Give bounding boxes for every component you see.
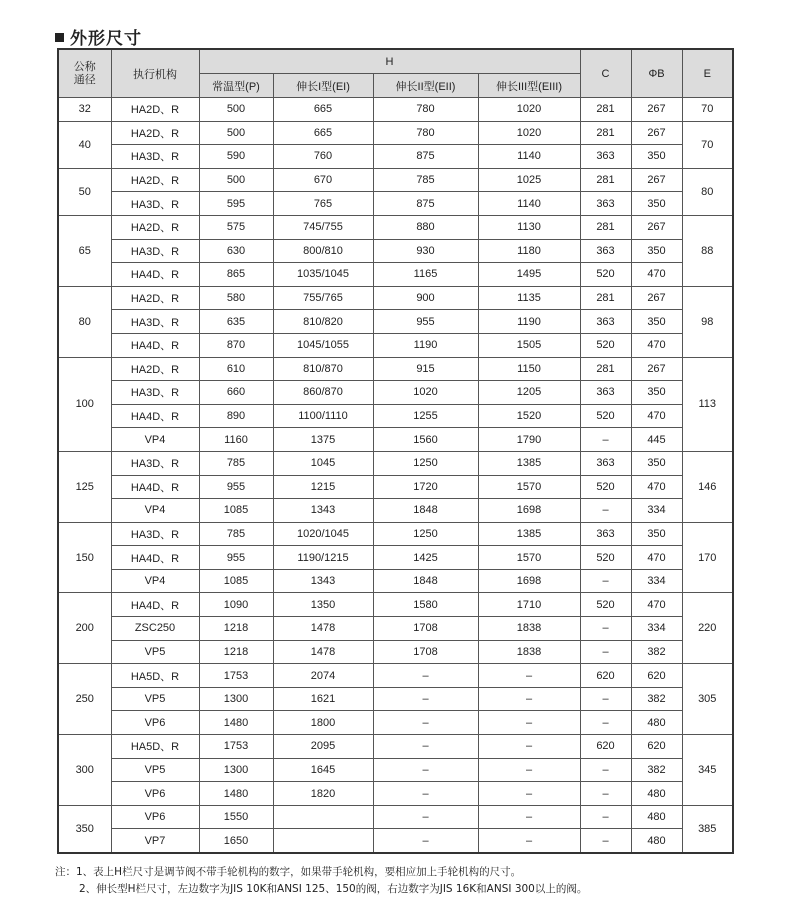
c-cell: –: [580, 617, 631, 641]
h-ext2-cell: 880: [373, 215, 478, 239]
h-ext1-cell: 1478: [273, 617, 373, 641]
h-ext2-cell: 1560: [373, 428, 478, 452]
h-normal-cell: 870: [199, 333, 273, 357]
table-row: [58, 805, 733, 829]
h-ext3-cell: –: [478, 664, 580, 688]
table-row: [58, 758, 733, 782]
actuator-cell: HA3D、R: [111, 239, 199, 263]
h-ext2-cell: 1165: [373, 263, 478, 287]
h-ext1-cell: 760: [273, 145, 373, 169]
h-normal-cell: 590: [199, 145, 273, 169]
table-row: [58, 475, 733, 499]
actuator-cell: HA2D、R: [111, 121, 199, 145]
nominal-diameter-cell: 125: [58, 451, 111, 522]
h-ext3-cell: 1570: [478, 475, 580, 499]
phi-b-cell: 267: [631, 357, 682, 381]
h-ext3-cell: –: [478, 758, 580, 782]
c-cell: –: [580, 805, 631, 829]
table-row: [58, 333, 733, 357]
c-cell: 363: [580, 522, 631, 546]
phi-b-cell: 350: [631, 522, 682, 546]
actuator-cell: HA2D、R: [111, 286, 199, 310]
h-ext1-cell: 765: [273, 192, 373, 216]
e-cell: 80: [682, 168, 733, 215]
h-ext1-cell: 1045: [273, 451, 373, 475]
header-h: H: [199, 49, 580, 74]
h-ext2-cell: –: [373, 664, 478, 688]
section-title: [55, 24, 142, 49]
c-cell: –: [580, 782, 631, 806]
h-ext3-cell: 1190: [478, 310, 580, 334]
h-normal-cell: 1300: [199, 758, 273, 782]
actuator-cell: HA3D、R: [111, 381, 199, 405]
h-ext3-cell: –: [478, 782, 580, 806]
phi-b-cell: 382: [631, 758, 682, 782]
h-ext2-cell: 1848: [373, 569, 478, 593]
c-cell: 520: [580, 475, 631, 499]
h-ext3-cell: 1570: [478, 546, 580, 570]
e-cell: 385: [682, 805, 733, 853]
h-normal-cell: 595: [199, 192, 273, 216]
actuator-cell: HA2D、R: [111, 168, 199, 192]
h-ext1-cell: 1343: [273, 499, 373, 523]
table-row: [58, 357, 733, 381]
nominal-diameter-cell: 80: [58, 286, 111, 357]
h-ext2-cell: 900: [373, 286, 478, 310]
h-normal-cell: 890: [199, 404, 273, 428]
phi-b-cell: 470: [631, 593, 682, 617]
c-cell: 281: [580, 168, 631, 192]
h-ext2-cell: 1190: [373, 333, 478, 357]
h-ext1-cell: 1375: [273, 428, 373, 452]
phi-b-cell: 350: [631, 192, 682, 216]
h-ext3-cell: 1130: [478, 215, 580, 239]
h-ext2-cell: 1020: [373, 381, 478, 405]
table-row: [58, 735, 733, 759]
h-normal-cell: 955: [199, 475, 273, 499]
nominal-diameter-cell: 150: [58, 522, 111, 593]
h-ext2-cell: 780: [373, 121, 478, 145]
h-ext3-cell: 1140: [478, 192, 580, 216]
h-ext2-cell: –: [373, 687, 478, 711]
h-ext1-cell: 800/810: [273, 239, 373, 263]
header-e: E: [682, 49, 733, 98]
h-ext3-cell: 1838: [478, 617, 580, 641]
h-ext2-cell: –: [373, 805, 478, 829]
h-normal-cell: 630: [199, 239, 273, 263]
nominal-diameter-cell: 50: [58, 168, 111, 215]
h-normal-cell: 1753: [199, 735, 273, 759]
c-cell: 363: [580, 310, 631, 334]
actuator-cell: VP5: [111, 687, 199, 711]
h-ext3-cell: 1150: [478, 357, 580, 381]
h-ext1-cell: 1350: [273, 593, 373, 617]
h-normal-cell: 1650: [199, 829, 273, 853]
actuator-cell: HA2D、R: [111, 215, 199, 239]
h-ext1-cell: 1020/1045: [273, 522, 373, 546]
table-row: [58, 121, 733, 145]
actuator-cell: HA3D、R: [111, 451, 199, 475]
h-ext3-cell: 1020: [478, 98, 580, 122]
phi-b-cell: 382: [631, 640, 682, 664]
phi-b-cell: 267: [631, 286, 682, 310]
c-cell: 363: [580, 381, 631, 405]
h-normal-cell: 1085: [199, 499, 273, 523]
h-ext2-cell: 930: [373, 239, 478, 263]
table-row: [58, 381, 733, 405]
header-h-ext1: 伸长I型(EI): [273, 74, 373, 98]
h-ext1-cell: 1621: [273, 687, 373, 711]
c-cell: –: [580, 499, 631, 523]
h-ext1-cell: 745/755: [273, 215, 373, 239]
h-normal-cell: 955: [199, 546, 273, 570]
actuator-cell: VP4: [111, 499, 199, 523]
c-cell: 620: [580, 735, 631, 759]
actuator-cell: HA5D、R: [111, 664, 199, 688]
c-cell: –: [580, 428, 631, 452]
phi-b-cell: 334: [631, 499, 682, 523]
h-normal-cell: 785: [199, 522, 273, 546]
phi-b-cell: 334: [631, 569, 682, 593]
h-ext1-cell: 1215: [273, 475, 373, 499]
h-ext3-cell: 1790: [478, 428, 580, 452]
h-ext3-cell: 1520: [478, 404, 580, 428]
e-cell: 220: [682, 593, 733, 664]
table-row: [58, 145, 733, 169]
h-ext2-cell: 1250: [373, 522, 478, 546]
c-cell: 363: [580, 145, 631, 169]
notes: [55, 864, 587, 898]
header-c: C: [580, 49, 631, 98]
table-row: [58, 593, 733, 617]
h-ext1-cell: 2095: [273, 735, 373, 759]
c-cell: 281: [580, 215, 631, 239]
phi-b-cell: 470: [631, 333, 682, 357]
table-row: [58, 569, 733, 593]
h-normal-cell: 610: [199, 357, 273, 381]
h-normal-cell: 500: [199, 98, 273, 122]
nominal-diameter-cell: 65: [58, 215, 111, 286]
h-normal-cell: 1085: [199, 569, 273, 593]
e-cell: 305: [682, 664, 733, 735]
h-ext1-cell: [273, 829, 373, 853]
h-ext1-cell: 1045/1055: [273, 333, 373, 357]
h-ext1-cell: 665: [273, 98, 373, 122]
c-cell: 363: [580, 192, 631, 216]
h-normal-cell: 635: [199, 310, 273, 334]
h-ext2-cell: –: [373, 735, 478, 759]
table-row: [58, 546, 733, 570]
table-row: [58, 829, 733, 853]
c-cell: –: [580, 829, 631, 853]
actuator-cell: HA4D、R: [111, 475, 199, 499]
c-cell: 520: [580, 333, 631, 357]
phi-b-cell: 470: [631, 546, 682, 570]
actuator-cell: VP6: [111, 782, 199, 806]
h-ext3-cell: 1180: [478, 239, 580, 263]
header-phi-b: ΦB: [631, 49, 682, 98]
c-cell: 520: [580, 593, 631, 617]
e-cell: 113: [682, 357, 733, 451]
actuator-cell: HA2D、R: [111, 357, 199, 381]
nominal-diameter-cell: 100: [58, 357, 111, 451]
actuator-cell: VP7: [111, 829, 199, 853]
h-ext3-cell: –: [478, 805, 580, 829]
h-normal-cell: 865: [199, 263, 273, 287]
c-cell: 281: [580, 357, 631, 381]
table-row: [58, 98, 733, 122]
actuator-cell: HA3D、R: [111, 522, 199, 546]
h-ext2-cell: 1255: [373, 404, 478, 428]
h-ext1-cell: 1820: [273, 782, 373, 806]
header-actuator: 执行机构: [111, 49, 199, 98]
table-row: [58, 428, 733, 452]
phi-b-cell: 350: [631, 239, 682, 263]
actuator-cell: HA4D、R: [111, 546, 199, 570]
table-row: [58, 168, 733, 192]
header-h-ext2: 伸长II型(EII): [373, 74, 478, 98]
c-cell: 281: [580, 121, 631, 145]
phi-b-cell: 334: [631, 617, 682, 641]
actuator-cell: HA4D、R: [111, 333, 199, 357]
phi-b-cell: 350: [631, 381, 682, 405]
section-title-text: 外形尺寸: [70, 29, 142, 49]
h-ext1-cell: 755/765: [273, 286, 373, 310]
actuator-cell: HA3D、R: [111, 192, 199, 216]
nominal-diameter-cell: 32: [58, 98, 111, 122]
e-cell: 98: [682, 286, 733, 357]
h-normal-cell: 1480: [199, 782, 273, 806]
actuator-cell: ZSC250: [111, 617, 199, 641]
h-ext1-cell: 810/820: [273, 310, 373, 334]
h-ext3-cell: 1385: [478, 451, 580, 475]
h-ext3-cell: –: [478, 829, 580, 853]
actuator-cell: HA4D、R: [111, 263, 199, 287]
table-row: [58, 640, 733, 664]
table-row: [58, 239, 733, 263]
c-cell: –: [580, 569, 631, 593]
h-normal-cell: 1550: [199, 805, 273, 829]
c-cell: 363: [580, 239, 631, 263]
c-cell: –: [580, 640, 631, 664]
actuator-cell: VP5: [111, 758, 199, 782]
h-ext2-cell: –: [373, 711, 478, 735]
h-ext1-cell: 1190/1215: [273, 546, 373, 570]
h-ext2-cell: 1580: [373, 593, 478, 617]
table-body: [58, 98, 733, 854]
h-ext3-cell: 1710: [478, 593, 580, 617]
table-row: [58, 711, 733, 735]
h-ext3-cell: 1020: [478, 121, 580, 145]
h-ext1-cell: 2074: [273, 664, 373, 688]
h-normal-cell: 1753: [199, 664, 273, 688]
h-normal-cell: 1480: [199, 711, 273, 735]
table-row: [58, 286, 733, 310]
h-ext1-cell: [273, 805, 373, 829]
h-ext1-cell: 810/870: [273, 357, 373, 381]
h-ext2-cell: –: [373, 758, 478, 782]
c-cell: 281: [580, 286, 631, 310]
nominal-diameter-cell: 250: [58, 664, 111, 735]
actuator-cell: HA4D、R: [111, 404, 199, 428]
phi-b-cell: 350: [631, 145, 682, 169]
h-ext1-cell: 1035/1045: [273, 263, 373, 287]
c-cell: –: [580, 711, 631, 735]
h-ext3-cell: –: [478, 711, 580, 735]
h-normal-cell: 1218: [199, 617, 273, 641]
h-normal-cell: 1300: [199, 687, 273, 711]
table-row: [58, 499, 733, 523]
h-normal-cell: 575: [199, 215, 273, 239]
phi-b-cell: 620: [631, 735, 682, 759]
nominal-diameter-cell: 40: [58, 121, 111, 168]
nominal-diameter-cell: 350: [58, 805, 111, 853]
h-normal-cell: 1218: [199, 640, 273, 664]
h-normal-cell: 785: [199, 451, 273, 475]
table-row: [58, 687, 733, 711]
phi-b-cell: 480: [631, 711, 682, 735]
actuator-cell: VP6: [111, 711, 199, 735]
h-ext3-cell: –: [478, 735, 580, 759]
phi-b-cell: 267: [631, 98, 682, 122]
nominal-diameter-cell: 200: [58, 593, 111, 664]
table-row: [58, 310, 733, 334]
h-ext3-cell: 1385: [478, 522, 580, 546]
h-ext2-cell: –: [373, 829, 478, 853]
e-cell: 146: [682, 451, 733, 522]
actuator-cell: VP6: [111, 805, 199, 829]
h-ext1-cell: 665: [273, 121, 373, 145]
phi-b-cell: 350: [631, 451, 682, 475]
h-ext3-cell: 1140: [478, 145, 580, 169]
table-row: [58, 263, 733, 287]
phi-b-cell: 470: [631, 404, 682, 428]
h-ext1-cell: 1800: [273, 711, 373, 735]
c-cell: 520: [580, 404, 631, 428]
h-normal-cell: 500: [199, 121, 273, 145]
actuator-cell: VP4: [111, 569, 199, 593]
h-ext1-cell: 1100/1110: [273, 404, 373, 428]
h-ext3-cell: 1495: [478, 263, 580, 287]
actuator-cell: HA5D、R: [111, 735, 199, 759]
h-ext3-cell: 1205: [478, 381, 580, 405]
phi-b-cell: 350: [631, 310, 682, 334]
note-1: 注：1、表上H栏尺寸是调节阀不带手轮机构的数字，如果带手轮机构，要相应加上手轮机构的尺寸。: [55, 866, 522, 878]
h-ext1-cell: 1645: [273, 758, 373, 782]
phi-b-cell: 470: [631, 475, 682, 499]
h-ext2-cell: 785: [373, 168, 478, 192]
table-row: [58, 451, 733, 475]
header-h-ext3: 伸长III型(EIII): [478, 74, 580, 98]
table-row: [58, 664, 733, 688]
h-normal-cell: 580: [199, 286, 273, 310]
h-ext3-cell: 1025: [478, 168, 580, 192]
h-ext1-cell: 860/870: [273, 381, 373, 405]
h-ext1-cell: 670: [273, 168, 373, 192]
table-row: [58, 522, 733, 546]
h-ext2-cell: 1708: [373, 640, 478, 664]
h-ext3-cell: 1698: [478, 569, 580, 593]
phi-b-cell: 267: [631, 121, 682, 145]
table-row: [58, 617, 733, 641]
phi-b-cell: 470: [631, 263, 682, 287]
h-normal-cell: 500: [199, 168, 273, 192]
h-ext1-cell: 1343: [273, 569, 373, 593]
c-cell: 363: [580, 451, 631, 475]
e-cell: 70: [682, 98, 733, 122]
h-ext1-cell: 1478: [273, 640, 373, 664]
e-cell: 170: [682, 522, 733, 593]
actuator-cell: VP4: [111, 428, 199, 452]
h-ext2-cell: 1720: [373, 475, 478, 499]
h-normal-cell: 660: [199, 381, 273, 405]
table-row: [58, 215, 733, 239]
h-ext3-cell: –: [478, 687, 580, 711]
h-ext2-cell: 1708: [373, 617, 478, 641]
phi-b-cell: 480: [631, 829, 682, 853]
c-cell: –: [580, 758, 631, 782]
c-cell: 281: [580, 98, 631, 122]
e-cell: 88: [682, 215, 733, 286]
h-ext2-cell: 1425: [373, 546, 478, 570]
h-ext2-cell: 955: [373, 310, 478, 334]
actuator-cell: HA3D、R: [111, 310, 199, 334]
nominal-diameter-cell: 300: [58, 735, 111, 806]
square-bullet-icon: [55, 33, 64, 42]
header-nominal-diameter: 公称 通径: [58, 49, 111, 98]
h-ext3-cell: 1698: [478, 499, 580, 523]
phi-b-cell: 382: [631, 687, 682, 711]
note-2: 2、伸长型H栏尺寸，左边数字为JIS 10K和ANSI 125、150的阀，右边数字为JIS 16K和ANSI 300以上的阀。: [79, 883, 588, 895]
actuator-cell: VP5: [111, 640, 199, 664]
h-ext2-cell: 875: [373, 192, 478, 216]
h-ext3-cell: 1838: [478, 640, 580, 664]
h-normal-cell: 1090: [199, 593, 273, 617]
c-cell: 620: [580, 664, 631, 688]
actuator-cell: HA3D、R: [111, 145, 199, 169]
e-cell: 345: [682, 735, 733, 806]
phi-b-cell: 620: [631, 664, 682, 688]
h-ext2-cell: 1250: [373, 451, 478, 475]
e-cell: 70: [682, 121, 733, 168]
h-ext2-cell: 780: [373, 98, 478, 122]
phi-b-cell: 480: [631, 782, 682, 806]
table-row: [58, 782, 733, 806]
phi-b-cell: 480: [631, 805, 682, 829]
h-normal-cell: 1160: [199, 428, 273, 452]
c-cell: 520: [580, 546, 631, 570]
dimensions-table: [57, 48, 734, 854]
c-cell: –: [580, 687, 631, 711]
h-ext3-cell: 1135: [478, 286, 580, 310]
header-h-normal: 常温型(P): [199, 74, 273, 98]
actuator-cell: HA2D、R: [111, 98, 199, 122]
phi-b-cell: 445: [631, 428, 682, 452]
h-ext2-cell: 875: [373, 145, 478, 169]
c-cell: 520: [580, 263, 631, 287]
actuator-cell: HA4D、R: [111, 593, 199, 617]
h-ext2-cell: 1848: [373, 499, 478, 523]
h-ext2-cell: 915: [373, 357, 478, 381]
table-row: [58, 192, 733, 216]
phi-b-cell: 267: [631, 215, 682, 239]
h-ext2-cell: –: [373, 782, 478, 806]
h-ext3-cell: 1505: [478, 333, 580, 357]
phi-b-cell: 267: [631, 168, 682, 192]
table-row: [58, 404, 733, 428]
